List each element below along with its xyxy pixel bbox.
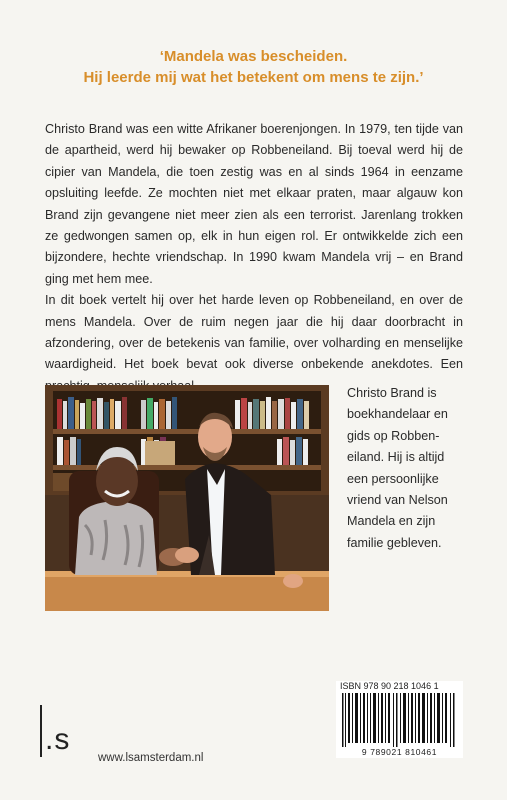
quote-line-2: Hij leerde mij wat het betekent om mens te zijn.’ bbox=[83, 69, 424, 86]
author-bio-line: een persoonlijke bbox=[347, 471, 439, 486]
blurb bbox=[45, 119, 463, 397]
barcode-bars bbox=[342, 693, 457, 747]
back-cover-quote bbox=[20, 46, 487, 88]
logo-letter: s bbox=[54, 723, 71, 756]
blurb-paragraph-2: In dit boek vertelt hij over het harde leven op Robbeneiland, en over de mens Mandela. Over de ruim negen jaar die hij daar doorbracht in afzondering, over de betekenis van familie, over volharding en menselijke waardigheid. Het boek bevat ook diverse onbekende anekdotes. Een bbox=[45, 293, 463, 372]
barcode-digits: 9 789021 810461 bbox=[361, 747, 438, 757]
publisher-website: www.lsamsterdam.nl bbox=[98, 752, 204, 764]
author-bio-line: Mandela en zijn bbox=[347, 514, 436, 529]
isbn-barcode bbox=[336, 681, 463, 758]
author-bio-line: vriend van Nelson bbox=[347, 493, 448, 508]
author-bio-line: familie gebleven. bbox=[347, 535, 442, 550]
author-bio bbox=[347, 383, 467, 554]
logo-dot: . bbox=[45, 723, 55, 756]
author-bio-line: boekhandelaar en bbox=[347, 407, 448, 422]
publisher-logo bbox=[40, 705, 70, 757]
author-bio-line: eiland. Hij is altijd bbox=[347, 450, 445, 465]
isbn-number: ISBN 978 90 218 1046 1 bbox=[340, 681, 439, 691]
author-bio-line: Christo Brand is bbox=[347, 386, 437, 400]
cover-photo bbox=[45, 385, 329, 611]
blurb-paragraph-1: Christo Brand was een witte Afrikaner boerenjongen. In 1979, ten tijde van de apartheid, werd hij bewaker op Robbeneiland. Bij toeval werd hij de cipier van Mandela, die toen zestig was en al sinds 1964 in eenzame opsluiting leefde. Ze mochten niet met elkaar praten, maar algauw kon Brand zijn gevangene niet meer zien als een terrorist. Jarenlang trokken ze gedwongen samen op, elk in hun eigen rol. Er ontwikkelde zich een bijzondere, hechte vriendschap. In 1990 kwam Mandela vrij – en Brand ging met hem mee. bbox=[45, 122, 463, 286]
author-bio-line: gids op Robben- bbox=[347, 428, 440, 443]
photo-illustration bbox=[45, 385, 329, 611]
quote-line-1: ‘Mandela was bescheiden. bbox=[159, 48, 348, 65]
logo-bar bbox=[40, 705, 42, 757]
